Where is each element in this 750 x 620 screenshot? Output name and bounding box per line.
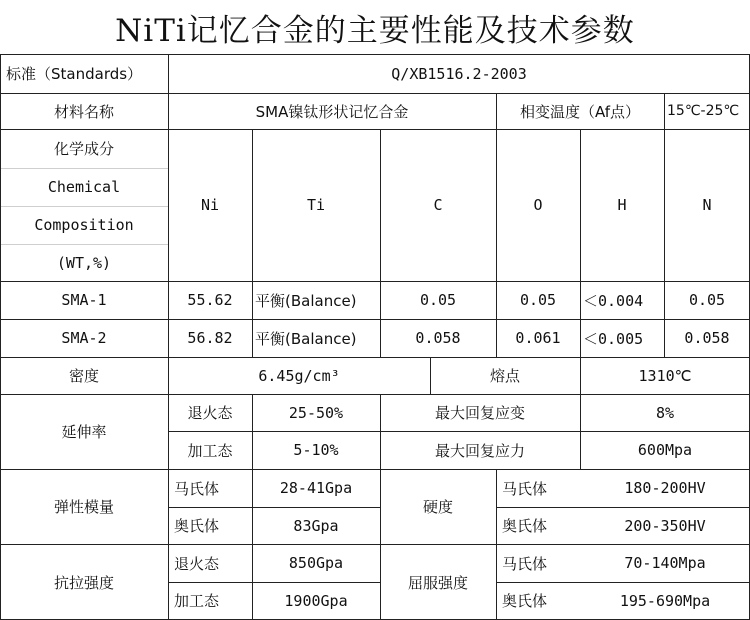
sample-o: 0.05 — [519, 291, 557, 309]
sample-ti: 平衡(Balance) — [255, 329, 357, 348]
hardness-label: 硬度 — [422, 498, 453, 516]
tensile-state: 加工态 — [174, 592, 220, 610]
hardness-value: 200-350HV — [624, 516, 706, 535]
modulus-phase: 马氏体 — [174, 479, 220, 498]
yield-value: 70-140Mpa — [624, 554, 706, 572]
composition-label-en2: Composition — [34, 216, 134, 234]
tensile-state: 退火态 — [174, 554, 220, 573]
element-h: H — [617, 196, 627, 214]
element-n: N — [702, 196, 712, 214]
yield-value: 195-690Mpa — [619, 591, 711, 610]
elongation-value: 25-50% — [288, 403, 344, 422]
max-recovery-strain-label: 最大回复应变 — [434, 404, 525, 422]
max-recovery-strain-value: 8% — [655, 403, 675, 422]
element-ti: Ti — [306, 196, 326, 214]
element-o: O — [533, 196, 543, 214]
standard-label: 标准（Standards） — [6, 65, 143, 83]
modulus-value: 83Gpa — [293, 516, 339, 535]
sample-o: 0.061 — [515, 329, 561, 347]
density-label: 密度 — [68, 367, 99, 385]
element-c: C — [433, 196, 443, 214]
tensile-value: 1900Gpa — [284, 591, 348, 610]
max-recovery-stress-label: 最大回复应力 — [434, 441, 525, 460]
page-title: NiTi记忆合金的主要性能及技术参数 — [115, 12, 635, 49]
standard-value: Q/XB1516.2-2003 — [391, 64, 527, 83]
modulus-value: 28-41Gpa — [279, 479, 353, 497]
elongation-label: 延伸率 — [61, 423, 107, 441]
sample-c: 0.058 — [415, 329, 461, 347]
hardness-phase: 奥氏体 — [502, 517, 548, 535]
transformation-temp-label: 相变温度（Af点） — [519, 102, 640, 121]
sample-ni: 56.82 — [187, 329, 233, 347]
modulus-phase: 奥氏体 — [174, 517, 220, 535]
elongation-state: 退火态 — [187, 404, 233, 422]
tensile-value: 850Gpa — [288, 554, 344, 572]
sample-h: ＜0.004 — [583, 291, 644, 310]
yield-strength-label: 屈服强度 — [407, 573, 468, 592]
sample-n: 0.05 — [688, 291, 726, 309]
max-recovery-stress-value: 600Mpa — [637, 441, 693, 459]
melting-point-value: 1310℃ — [638, 366, 692, 385]
elongation-value: 5-10% — [293, 441, 339, 459]
melting-point-label: 熔点 — [489, 367, 520, 385]
composition-label-unit: (WT,%) — [56, 253, 112, 272]
sample-n: 0.058 — [684, 329, 730, 347]
sample-ti: 平衡(Balance) — [255, 291, 357, 310]
elastic-modulus-label: 弹性模量 — [53, 498, 114, 516]
material-label: 材料名称 — [53, 102, 114, 121]
transformation-temp-value: 15℃-25℃ — [667, 103, 740, 119]
elongation-state: 加工态 — [187, 441, 233, 460]
sample-ni: 55.62 — [187, 291, 233, 309]
sample-h: ＜0.005 — [583, 329, 644, 348]
hardness-value: 180-200HV — [624, 479, 706, 497]
density-value: 6.45g/cm³ — [258, 366, 340, 385]
composition-label-cn: 化学成分 — [53, 140, 114, 158]
hardness-phase: 马氏体 — [502, 479, 548, 498]
element-ni: Ni — [200, 196, 220, 214]
composition-label-en1: Chemical — [47, 178, 121, 196]
sample-name: SMA-2 — [61, 329, 107, 347]
sample-c: 0.05 — [419, 291, 457, 309]
material-value: SMA镍钛形状记忆合金 — [255, 102, 409, 121]
yield-phase: 马氏体 — [502, 554, 548, 573]
tensile-strength-label: 抗拉强度 — [53, 573, 114, 592]
sample-name: SMA-1 — [61, 291, 107, 309]
yield-phase: 奥氏体 — [502, 592, 548, 610]
